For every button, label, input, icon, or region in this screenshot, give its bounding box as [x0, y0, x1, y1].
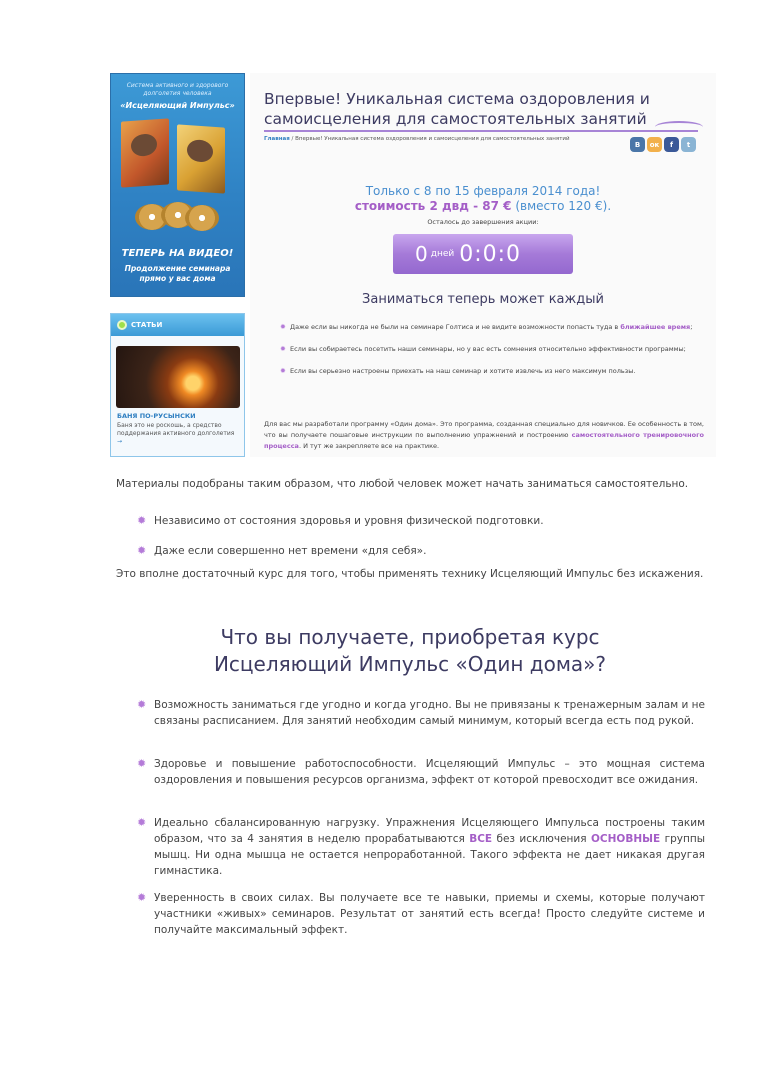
breadcrumb: [264, 135, 626, 144]
facebook-share-icon[interactable]: f: [664, 137, 679, 152]
intro-paragraph-text: Для вас мы разработали программу «Один дома». Это программа, созданная специально для новичков. Ее особенность в том, что вы получаете пошаговые инструкции по выполнению упражнений и построению: [264, 420, 704, 439]
intro-paragraph-accent: самостоятельного тренировочного процесса: [264, 431, 704, 450]
benefit-item: ✹ Возможность заниматься где угодно и когда угодно. Вы не привязаны к тренажерным залам и не связаны расписанием. Для занятий необходим самый минимум, который всегда есть под рукой.: [137, 697, 705, 729]
article-teaser-text: Баня это не роскошь, а средство поддержания активного долголетия: [117, 422, 235, 437]
section-heading-line1: Что вы получаете, приобретая курс: [220, 625, 600, 649]
promo-price-highlight: стоимость 2 двд - 87 €: [354, 199, 512, 213]
list-item: ✹ Независимо от состояния здоровья и уровня физической подготовки.: [137, 513, 705, 529]
hero-block: [250, 73, 716, 457]
countdown-timer: [393, 234, 573, 274]
countdown-days-label: дней: [430, 249, 455, 259]
intro-paragraph-end: . И тут же закрепляете все на практике.: [298, 442, 440, 450]
list-item-end: ;: [690, 323, 693, 331]
list-item-accent: ближайшее время: [620, 323, 691, 331]
social-share-buttons: [630, 137, 696, 152]
benefit-text: группы мышц. Ни одна мышца не остается непроработанной. Такого эффекта не дает никакая другая гимнастика.: [154, 833, 705, 877]
list-item: ✹ Если вы серьезно настроены приехать на наш семинар и хотите извлечь из него максимум пользы.: [280, 366, 704, 377]
list-item: [280, 322, 704, 333]
article-link-title[interactable]: БАНЯ ПО-РУСЫНСКИ: [117, 412, 196, 420]
twitter-share-icon[interactable]: t: [681, 137, 696, 152]
promo-price-old: (вместо 120 €).: [511, 199, 612, 213]
benefit-highlight-all: ВСЕ: [469, 833, 493, 845]
dvd-box-image: [177, 124, 225, 193]
intro-heading: Заниматься теперь может каждый: [362, 292, 604, 307]
section-heading: [116, 624, 704, 678]
benefit-text: Идеально сбалансированную нагрузку. Упражнения Исцеляющего Импульса построены таким образом, что за 4 занятия в неделю прорабатываются: [154, 817, 705, 845]
list-item: ✹ Даже если совершенно нет времени «для себя».: [137, 543, 705, 559]
sufficient-paragraph: Это вполне достаточный курс для того, чтобы применять технику Исцеляющий Импульс без искажения.: [116, 568, 704, 580]
odnoklassniki-share-icon[interactable]: ок: [647, 137, 662, 152]
vk-share-icon[interactable]: В: [630, 137, 645, 152]
countdown-clock: 0:0:0: [459, 241, 522, 267]
page-title: Впервые! Уникальная система оздоровления и самоисцеления для самостоятельных занятий: [264, 90, 650, 128]
articles-bullet-icon: [117, 320, 127, 330]
breadcrumb-current: / Впервые! Уникальная система оздоровления и самоисцеления для самостоятельных занятий: [289, 136, 570, 142]
intro-paragraph: [264, 419, 704, 452]
promo-banner[interactable]: [110, 73, 245, 297]
banner-caption: Система активного и здорового долголетия человека: [126, 82, 229, 97]
benefit-item: ✹ Здоровье и повышение работоспособности. Исцеляющий Импульс – это мощная система оздоровления и повышения ресурсов организма, эффект от которой превосходит все ожидания.: [137, 756, 705, 788]
countdown-label: Осталось до завершения акции:: [427, 218, 539, 226]
breadcrumb-home-link[interactable]: Главная: [264, 136, 290, 142]
benefit-highlight-main: ОСНОВНЫЕ: [590, 833, 661, 845]
benefit-item: ✹ Уверенность в своих силах. Вы получаете все те навыки, приемы и схемы, которые получают участники «живых» семинаров. Результат от занятий есть всегда! Просто следуйте системе и получайте максимальный эффект.: [137, 890, 705, 938]
promo-price: [250, 199, 716, 213]
banner-subtitle: Продолжение семинара прямо у вас дома: [124, 264, 231, 283]
benefit-text: без исключения: [492, 833, 591, 845]
articles-widget: [110, 313, 245, 457]
intro-list: [280, 322, 704, 388]
materials-paragraph: Материалы подобраны таким образом, что любой человек может начать заниматься самостоятельно.: [116, 478, 689, 490]
banner-now-on-video: ТЕПЕРЬ НА ВИДЕО!: [121, 248, 234, 259]
list-item-text: Даже если вы никогда не были на семинаре Голтиса и не видите возможности попасть туда в: [290, 323, 621, 331]
dvd-box-image: [121, 118, 169, 187]
benefit-item: [137, 815, 705, 879]
article-teaser: [117, 422, 238, 446]
articles-label: СТАТЬИ: [131, 321, 163, 329]
countdown-days: 0: [415, 242, 428, 266]
dvd-discs-image: [135, 202, 219, 232]
list-item: ✹ Если вы собираетесь посетить наши семинары, но у вас есть сомнения относительно эффективности программы;: [280, 344, 704, 355]
title-divider: [264, 130, 698, 132]
title-swirl-decoration: [655, 121, 703, 133]
banner-title: «Исцеляющий Импульс»: [120, 101, 235, 110]
articles-header: [111, 314, 244, 336]
promo-dates: Только с 8 по 15 февраля 2014 года!: [365, 184, 601, 198]
section-heading-line2: Исцеляющий Импульс «Один дома»?: [213, 652, 607, 676]
arrow-right-icon[interactable]: →: [117, 438, 123, 445]
sauna-fire-image[interactable]: [116, 346, 240, 408]
